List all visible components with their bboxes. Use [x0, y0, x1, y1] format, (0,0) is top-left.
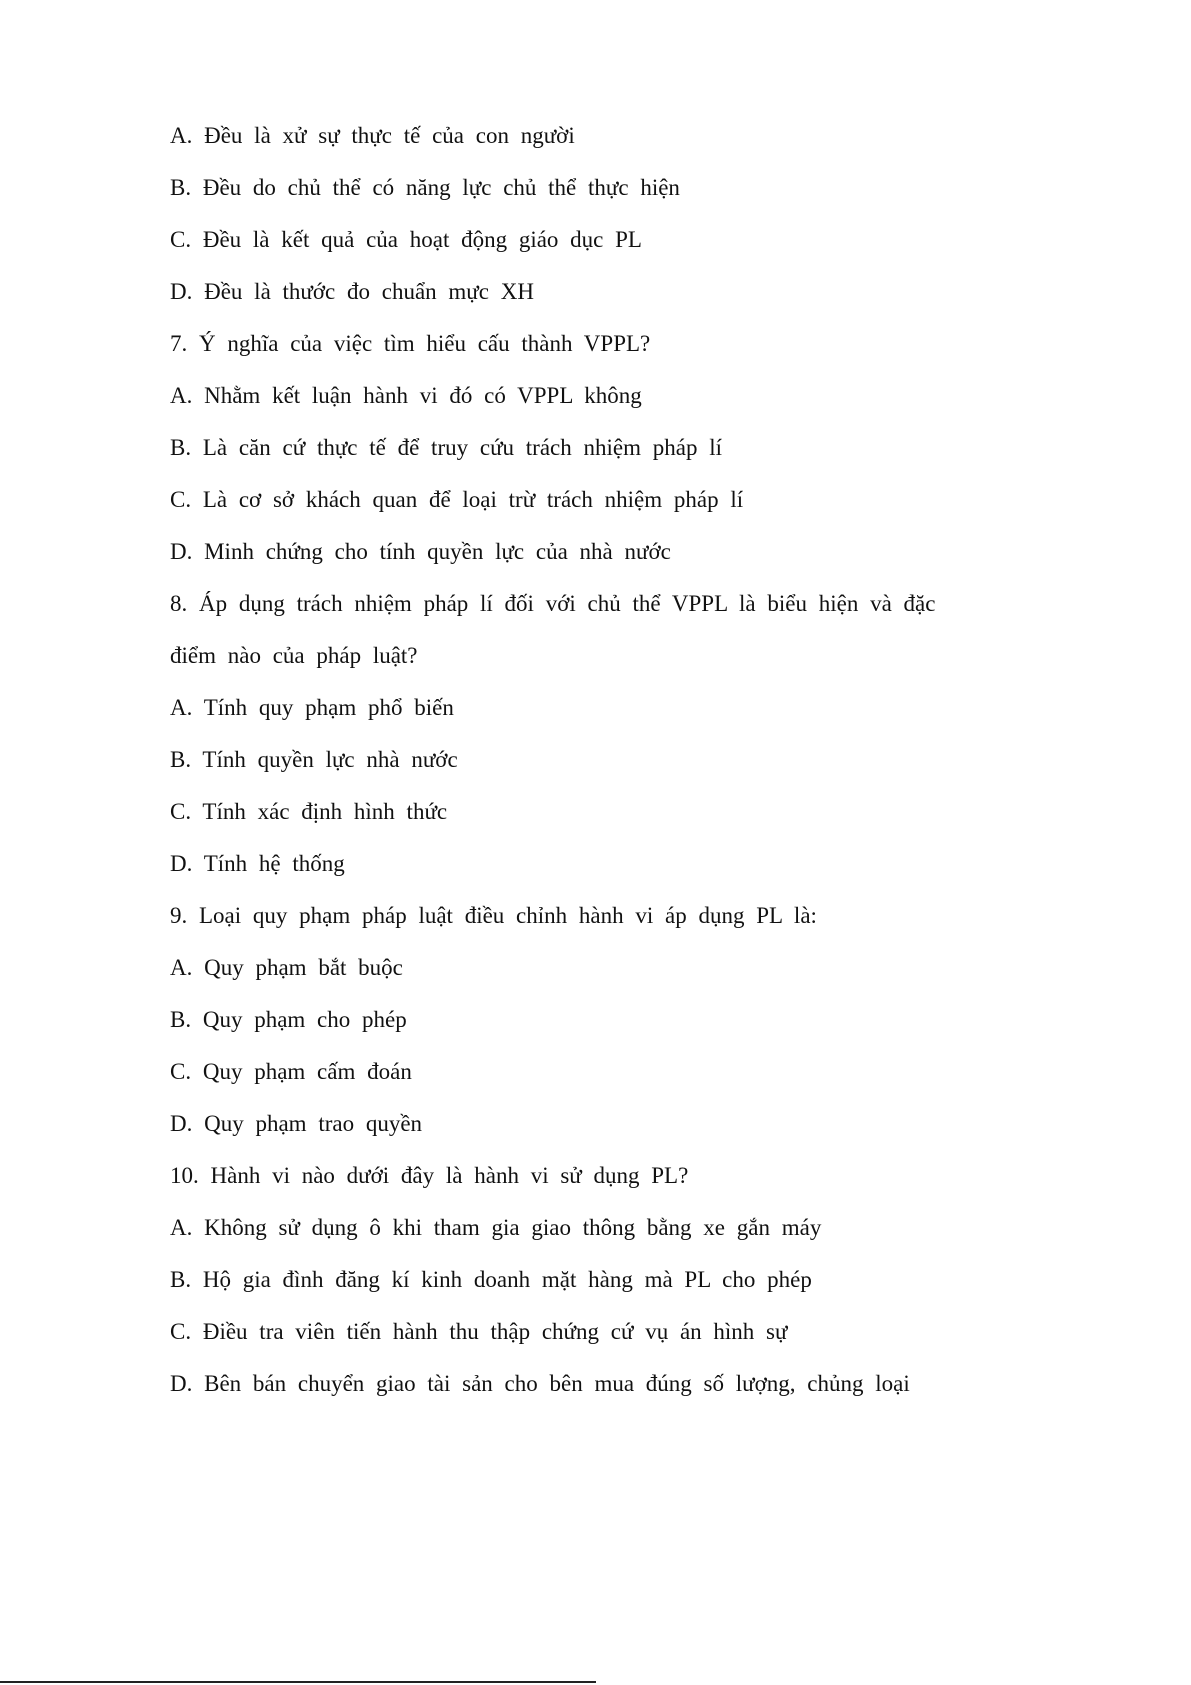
question-8-continued: điểm nào của pháp luật? — [170, 643, 418, 668]
answer-option: C. Điều tra viên tiến hành thu thập chứng cứ vụ án hình sự — [170, 1319, 788, 1344]
answer-option: A. Không sử dụng ô khi tham gia giao thông bằng xe gắn máy — [170, 1215, 822, 1240]
answer-option: C. Là cơ sở khách quan để loại trừ trách nhiệm pháp lí — [170, 487, 744, 512]
answer-option: B. Tính quyền lực nhà nước — [170, 747, 458, 772]
answer-option: B. Là căn cứ thực tế để truy cứu trách nhiệm pháp lí — [170, 435, 722, 460]
answer-option: B. Đều do chủ thể có năng lực chủ thể thực hiện — [170, 175, 680, 200]
question-7: 7. Ý nghĩa của việc tìm hiểu cấu thành VPPL? — [170, 331, 651, 356]
answer-option: A. Quy phạm bắt buộc — [170, 955, 403, 980]
answer-option: B. Hộ gia đình đăng kí kinh doanh mặt hàng mà PL cho phép — [170, 1267, 812, 1292]
question-8: 8. Áp dụng trách nhiệm pháp lí đối với chủ thể VPPL là biểu hiện và đặc — [170, 591, 936, 616]
answer-option: A. Nhằm kết luận hành vi đó có VPPL không — [170, 383, 642, 408]
answer-option: C. Quy phạm cấm đoán — [170, 1059, 412, 1084]
answer-option: D. Đều là thước đo chuẩn mực XH — [170, 279, 534, 304]
answer-option: C. Đều là kết quả của hoạt động giáo dục PL — [170, 227, 642, 252]
document-body — [170, 110, 990, 1410]
answer-option: A. Tính quy phạm phổ biến — [170, 695, 454, 720]
answer-option: D. Bên bán chuyển giao tài sản cho bên mua đúng số lượng, chủng loại — [170, 1371, 910, 1396]
answer-option: D. Minh chứng cho tính quyền lực của nhà nước — [170, 539, 671, 564]
answer-option: B. Quy phạm cho phép — [170, 1007, 407, 1032]
answer-option: C. Tính xác định hình thức — [170, 799, 448, 824]
page-bottom-rule — [0, 1681, 596, 1683]
answer-option: A. Đều là xử sự thực tế của con người — [170, 123, 575, 148]
answer-option: D. Quy phạm trao quyền — [170, 1111, 423, 1136]
answer-option: D. Tính hệ thống — [170, 851, 345, 876]
question-10: 10. Hành vi nào dưới đây là hành vi sử dụng PL? — [170, 1163, 689, 1188]
question-9: 9. Loại quy phạm pháp luật điều chỉnh hành vi áp dụng PL là: — [170, 903, 817, 928]
